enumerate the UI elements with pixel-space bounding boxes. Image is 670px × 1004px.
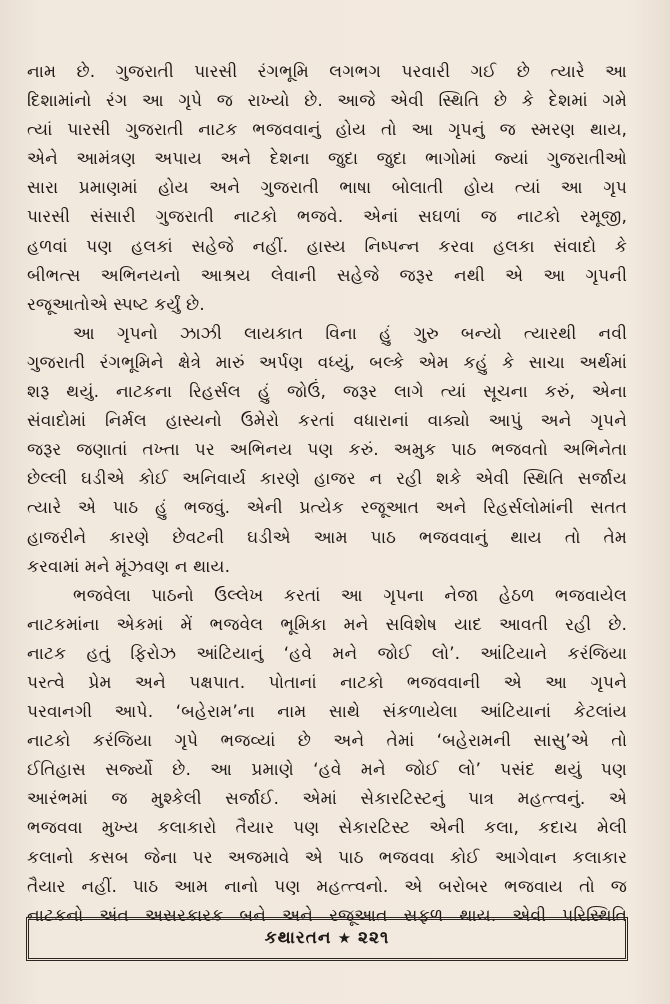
text-line: રજૂઆતોએ સ્પષ્ટ કર્યું છે.	[27, 294, 205, 315]
star-icon: ★	[337, 929, 353, 947]
text-line: હાજરીને કારણે છેવટની ઘડીએ આમ પાઠ ભજવવાનું થાય તો તેમ	[27, 527, 627, 548]
book-title: કથારતન	[264, 928, 332, 948]
text-line: સારા પ્રમાણમાં હોય અને ગુજરાતી ભાષા બોલાતી હોય ત્યાં આ ગૃપ	[27, 178, 627, 199]
page-number: ૨૨૧	[358, 928, 390, 948]
text-line: બીભત્સ અભિનયનો આશ્રય લેવાની સહેજે જરૂર નથી એ આ ગૃપની	[27, 265, 627, 286]
text-line: જરૂર જણાતાં તખ્તા પર અભિનય પણ કરું. અમુક પાઠ ભજવતો અભિનેતા	[27, 440, 627, 461]
text-line: પારસી સંસારી ગુજરાતી નાટકો ભજવે. એનાં સઘળાં જ નાટકો રમૂજી,	[27, 207, 627, 228]
text-line: ભજવેલા પાઠનો ઉલ્લેખ કરતાં આ ગૃપના નેજા હેઠળ ભજવાયેલ	[73, 585, 627, 606]
text-line: સંવાદોમાં નિર્મલ હાસ્યનો ઉમેરો કરતાં વધારાનાં વાક્યો આપું અને ગૃપને	[27, 411, 627, 432]
text-line: પરવાનગી આપે. ‘બહેરામ’ના નામ સાથે સંકળાયેલા આંટિયાનાં કેટલાંય	[27, 702, 627, 723]
text-line: પરત્વે પ્રેમ અને પક્ષપાત. પોતાનાં નાટકો ભજવવાની એ આ ગૃપને	[27, 672, 627, 693]
page-footer	[26, 917, 628, 961]
text-line: એને આમંત્રણ અપાય અને દેશના જુદા જુદા ભાગોમાં જ્યાં ગુજરાતીઓ	[27, 149, 627, 170]
text-line: આ ગૃપનો ઝાઝી લાયકાત વિના હું ગુરુ બન્યો ત્યારથી નવી	[73, 323, 627, 344]
text-line: કલાનો કસબ જેના પર અજમાવે એ પાઠ ભજવવા કોઈ આગેવાન કલાકાર	[27, 847, 627, 868]
text-line: નાટકો કરંજિયા ગૃપે ભજવ્યાં છે અને તેમાં ‘બહેરામની સાસુ’એ તો	[27, 731, 627, 752]
body-text	[27, 58, 627, 931]
text-line: હળવાં પણ હલકાં સહેજે નહીં. હાસ્ય નિષ્પન્ન કરવા હલકા સંવાદો કે	[27, 236, 627, 257]
footer-label	[29, 928, 625, 948]
text-line: ગુજરાતી રંગભૂમિને ક્ષેત્રે મારું અર્પણ વધ્યું, બલ્કે એમ કહું કે સાચા અર્થમાં	[27, 352, 627, 373]
text-line: નાટક હતું ફિરોઝ આંટિયાનું ‘હવે મને જોઈ લો’. આંટિયાને કરંજિયા	[27, 643, 627, 664]
text-line: તૈયાર નહીં. પાઠ આમ નાનો પણ મહત્ત્વનો. એ બરોબર ભજવાય તો જ	[27, 876, 627, 897]
text-line: નામ છે. ગુજરાતી પારસી રંગભૂમિ લગભગ પરવારી ગઈ છે ત્યારે આ	[27, 62, 627, 82]
text-line: ઈતિહાસ સર્જ્યો છે. આ પ્રમાણે ‘હવે મને જોઈ લો’ પસંદ થયું પણ	[27, 760, 627, 781]
text-line: નાટકનો અંત અસરકારક બને અને રજૂઆત સફળ થાય. એવી પરિસ્થિતિ	[27, 905, 627, 926]
text-line: દિશામાંનો રંગ આ ગૃપે જ રાખ્યો છે. આજે એવી સ્થિતિ છે કે દેશમાં ગમે	[27, 91, 627, 112]
text-line: ત્યાં પારસી ગુજરાતી નાટક ભજવવાનું હોય તો આ ગૃપનું જ સ્મરણ થાય,	[27, 120, 627, 141]
text-line: છેલ્લી ઘડીએ કોઈ અનિવાર્ય કારણે હાજર ન રહી શકે એવી સ્થિતિ સર્જાય	[27, 469, 627, 490]
text-line: ભજવવા મુખ્ય કલાકારો તૈયાર પણ સેકારટિસ્ટ એની કલા, કદાચ મેલી	[27, 818, 627, 839]
text-line: આરંભમાં જ મુશ્કેલી સર્જાઈ. એમાં સેકારટિસ્ટનું પાત્ર મહત્ત્વનું. એ	[27, 789, 627, 810]
text-line: કરવામાં મને મૂંઝવણ ન થાય.	[27, 556, 231, 577]
text-line: શરૂ થયું. નાટકના રિહર્સલ હું જોઉં, જરૂર લાગે ત્યાં સૂચના કરું, એના	[27, 382, 627, 403]
text-line: નાટકમાંના એકમાં મેં ભજવેલ ભૂમિકા મને સવિશેષ યાદ આવતી રહી છે.	[27, 614, 627, 635]
text-line: ત્યારે એ પાઠ હું ભજવું. એની પ્રત્યેક રજૂઆત અને રિહર્સલોમાંની સતત	[27, 498, 627, 519]
